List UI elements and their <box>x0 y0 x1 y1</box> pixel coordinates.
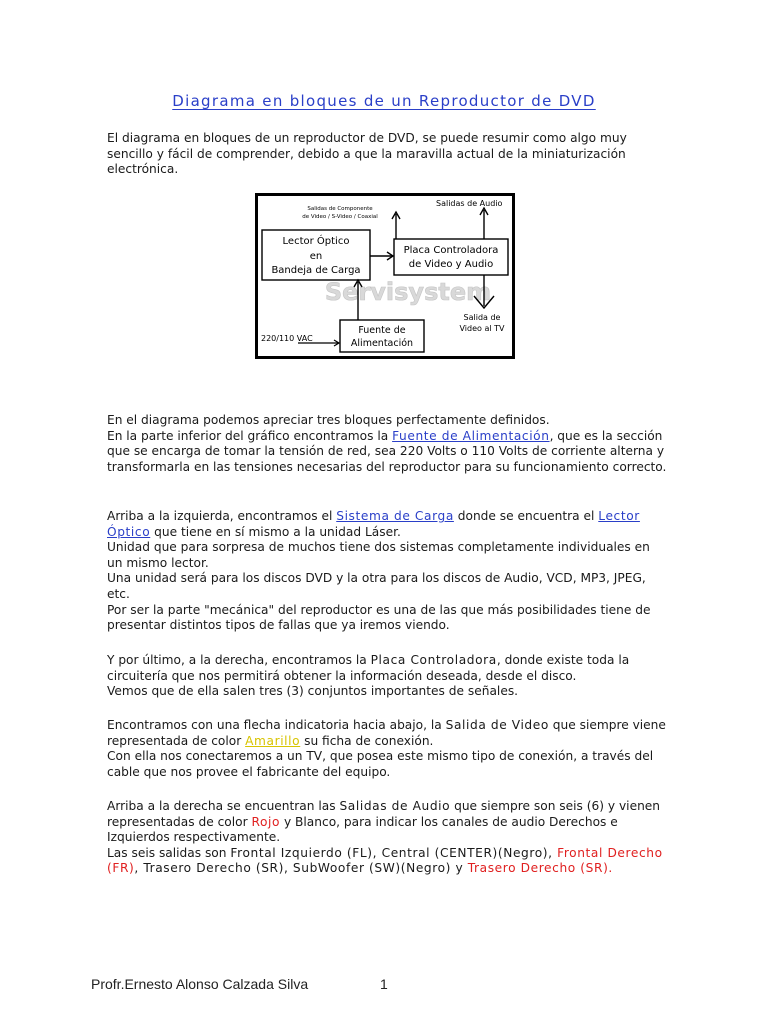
document-title: Diagrama en bloques de un Reproductor de DVD <box>172 92 596 110</box>
controller-label-2: de Video y Audio <box>408 259 494 270</box>
audio-outputs-label: Salidas de Audio <box>436 199 503 208</box>
loading-system-link[interactable]: Sistema de Carga <box>336 509 454 523</box>
paragraph-video-output: Encontramos con una flecha indicatoria hacia abajo, la Salida de Video que siempre viene representada de color Amarillo su ficha de conexión. Con ella nos conectaremos a un TV, que posea este mismo tipo de conexión, a través del cable que nos provee el fabricante del equipo. <box>107 718 666 779</box>
paragraph-power-supply: En el diagrama podemos apreciar tres bloques perfectamente definidos. En la parte inferior del gráfico encontramos la Fuente de Alimentación, que es la sección que se encarga de tomar la tensión de red, sea 220 Volts o 110 Volts de corriente alterna y transformarla en las tensiones necesarias del reproductor para su funcionamiento correcto. <box>107 413 667 474</box>
psu-label-2: Alimentación <box>350 338 414 349</box>
component-outputs-label-2: de Video / S-Video / Coaxial <box>302 214 378 220</box>
power-supply-link[interactable]: Fuente de Alimentación <box>392 428 550 443</box>
yellow-color-link[interactable]: Amarillo <box>245 733 301 748</box>
video-out-label-2: Video al TV <box>459 324 505 333</box>
intro-paragraph: El diagrama en bloques de un reproductor de DVD, se puede resumir como algo muy sencillo y fácil de comprender, debido a que la maravilla actual de la miniaturización electrónica. <box>107 131 627 177</box>
watermark-text: Servisystem <box>324 278 492 306</box>
paragraph-loading-system: Arriba a la izquierda, encontramos el Sistema de Carga donde se encuentra el Lector Óptico que tiene en sí mismo a la unidad Láser. Unidad que para sorpresa de muchos tiene dos sistemas completamente individuales en un mismo lector. Una unidad será para los discos DVD y la otra para los discos de Audio, VCD, MP3, JPEG, etc. Por ser la parte "mecánica" del reproductor es una de las que más posibilidades tiene de presentar distintos tipos de fallas que ya iremos viendo. <box>107 509 651 633</box>
component-outputs-label-1: Salidas de Componente <box>307 206 373 212</box>
voltage-label: 220/110 VAC <box>261 334 313 343</box>
controller-label-1: Placa Controladora <box>403 245 499 256</box>
block-diagram <box>255 193 515 359</box>
psu-label-1: Fuente de <box>358 325 406 336</box>
paragraph-controller-board: Y por último, a la derecha, encontramos la Placa Controladora, donde existe toda la circuitería que nos permitirá obtener la información deseada, desde el disco. Vemos que de ella salen tres (3) conjuntos importantes de señales. <box>107 653 630 699</box>
laser-label-2: en <box>309 251 323 262</box>
laser-label-1: Lector Óptico <box>282 236 350 247</box>
laser-label-3: Bandeja de Carga <box>271 265 361 276</box>
optical-reader-link[interactable]: Lector Óptico <box>107 509 640 539</box>
footer-page-number: 1 <box>380 976 388 992</box>
footer-author: Profr.Ernesto Alonso Calzada Silva <box>91 976 309 992</box>
video-out-label-1: Salida de <box>463 313 501 322</box>
paragraph-audio-outputs: Arriba a la derecha se encuentran las Salidas de Audio que siempre son seis (6) y vienen representadas de color Rojo y Blanco, para indicar los canales de audio Derechos e Izquierdos respectivamente. Las seis salidas son Frontal Izquierdo (FL), Central (CENTER)(Negro), Frontal Derecho (FR), Trasero Derecho (SR), SubWoofer (SW)(Negro) y Trasero Derecho (SR). <box>107 799 663 876</box>
